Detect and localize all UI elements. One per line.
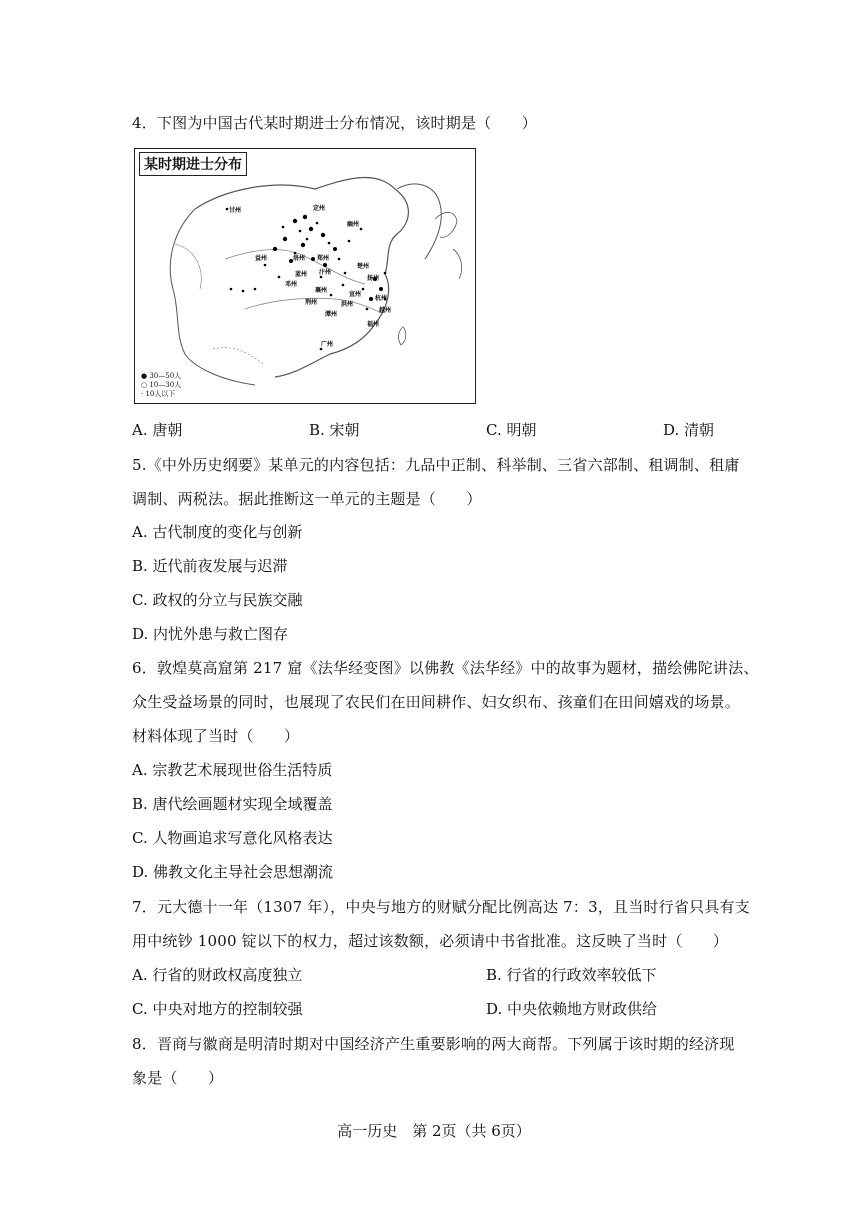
map-title: 某时期进士分布 (139, 152, 247, 176)
q5-stem-line: 调制、两税法。据此推断这一单元的主题是（ ） (132, 490, 482, 508)
city-label: 扬州 (367, 275, 380, 282)
city-label: 襄州 (315, 287, 328, 294)
page-footer: 高一历史 第 2页（共 6页） (337, 1122, 531, 1140)
city-label: 汴州 (319, 269, 332, 276)
q4-option-b[interactable]: B. 宋朝 (309, 421, 360, 439)
legend-item: 10—30人 (149, 381, 182, 389)
q6-stem-line: 6．敦煌莫高窟第 217 窟《法华经变图》以佛教《法华经》中的故事为题材，描绘佛陀讲法、 (132, 659, 759, 677)
q8-stem-line: 象是（ ） (132, 1069, 224, 1087)
legend-item: 30—50人 (149, 372, 182, 380)
q6-stem-line: 材料体现了当时（ ） (132, 727, 300, 745)
q5-option-c[interactable]: C. 政权的分立与民族交融 (132, 591, 303, 609)
q7-stem-line: 用中统钞 1000 锭以下的权力，超过该数额，必须请中书省批准。这反映了当时（ ） (132, 932, 729, 950)
q6-option-d[interactable]: D. 佛教文化主导社会思想潮流 (132, 863, 334, 881)
q6-option-b[interactable]: B. 唐代绘画题材实现全域覆盖 (132, 795, 333, 813)
q6-stem-line: 众生受益场景的同时，也展现了农民们在田间耕作、妇女织布、孩童们在田间嬉戏的场景。 (132, 693, 741, 711)
city-label: 荆州 (305, 299, 318, 306)
city-label: 宣州 (349, 291, 362, 298)
city-label: 潭州 (325, 311, 338, 318)
q7-option-b[interactable]: B. 行省的行政效率较低下 (486, 966, 657, 984)
q7-option-d[interactable]: D. 中央依赖地方财政供给 (486, 1000, 658, 1018)
city-label: 益州 (255, 255, 268, 262)
q7-option-c[interactable]: C. 中央对地方的控制较强 (132, 1000, 303, 1018)
jinshi-distribution-map (134, 148, 476, 404)
q5-stem-line: 5.《中外历史纲要》某单元的内容包括：九品中正制、科举制、三省六部制、租调制、租庸 (132, 456, 740, 474)
q8-stem-line: 8．晋商与徽商是明清时期对中国经济产生重要影响的两大商帮。下列属于该时期的经济现 (132, 1035, 735, 1053)
q7-stem-line: 7．元大德十一年（1307 年），中央与地方的财赋分配比例高达 7：3，且当时行省只具有支 (132, 898, 750, 916)
q4-option-d[interactable]: D. 清朝 (663, 421, 715, 439)
q5-option-d[interactable]: D. 内忧外患与救亡图存 (132, 625, 289, 643)
city-label: 甘州 (229, 207, 242, 214)
city-label: 洪州 (341, 301, 354, 308)
city-label: 广州 (321, 341, 334, 348)
city-label: 邓州 (285, 281, 298, 288)
q4-option-a[interactable]: A. 唐朝 (132, 421, 183, 439)
city-label: 郑州 (317, 255, 330, 262)
q4-option-c[interactable]: C. 明朝 (486, 421, 537, 439)
city-label: 幽州 (347, 221, 360, 228)
city-label: 洛州 (293, 255, 306, 262)
city-label: 杭州 (375, 295, 388, 302)
city-label: 蓝州 (295, 271, 308, 278)
q4-stem: 4．下图为中国古代某时期进士分布情况，该时期是（ ） (132, 114, 537, 132)
map-legend: ● 30—50人 ○ 10—30人 · 10人以下 (141, 372, 182, 398)
city-label: 楚州 (357, 263, 370, 270)
q6-option-a[interactable]: A. 宗教艺术展现世俗生活特质 (132, 761, 333, 779)
q5-option-a[interactable]: A. 古代制度的变化与创新 (132, 523, 303, 541)
q7-option-a[interactable]: A. 行省的财政权高度独立 (132, 966, 303, 984)
legend-item: 10人以下 (145, 390, 176, 398)
city-label: 越州 (379, 307, 392, 314)
q6-option-c[interactable]: C. 人物画追求写意化风格表达 (132, 829, 333, 847)
city-label: 福州 (367, 321, 380, 328)
q5-option-b[interactable]: B. 近代前夜发展与迟滞 (132, 557, 288, 575)
city-label: 定州 (313, 205, 326, 212)
